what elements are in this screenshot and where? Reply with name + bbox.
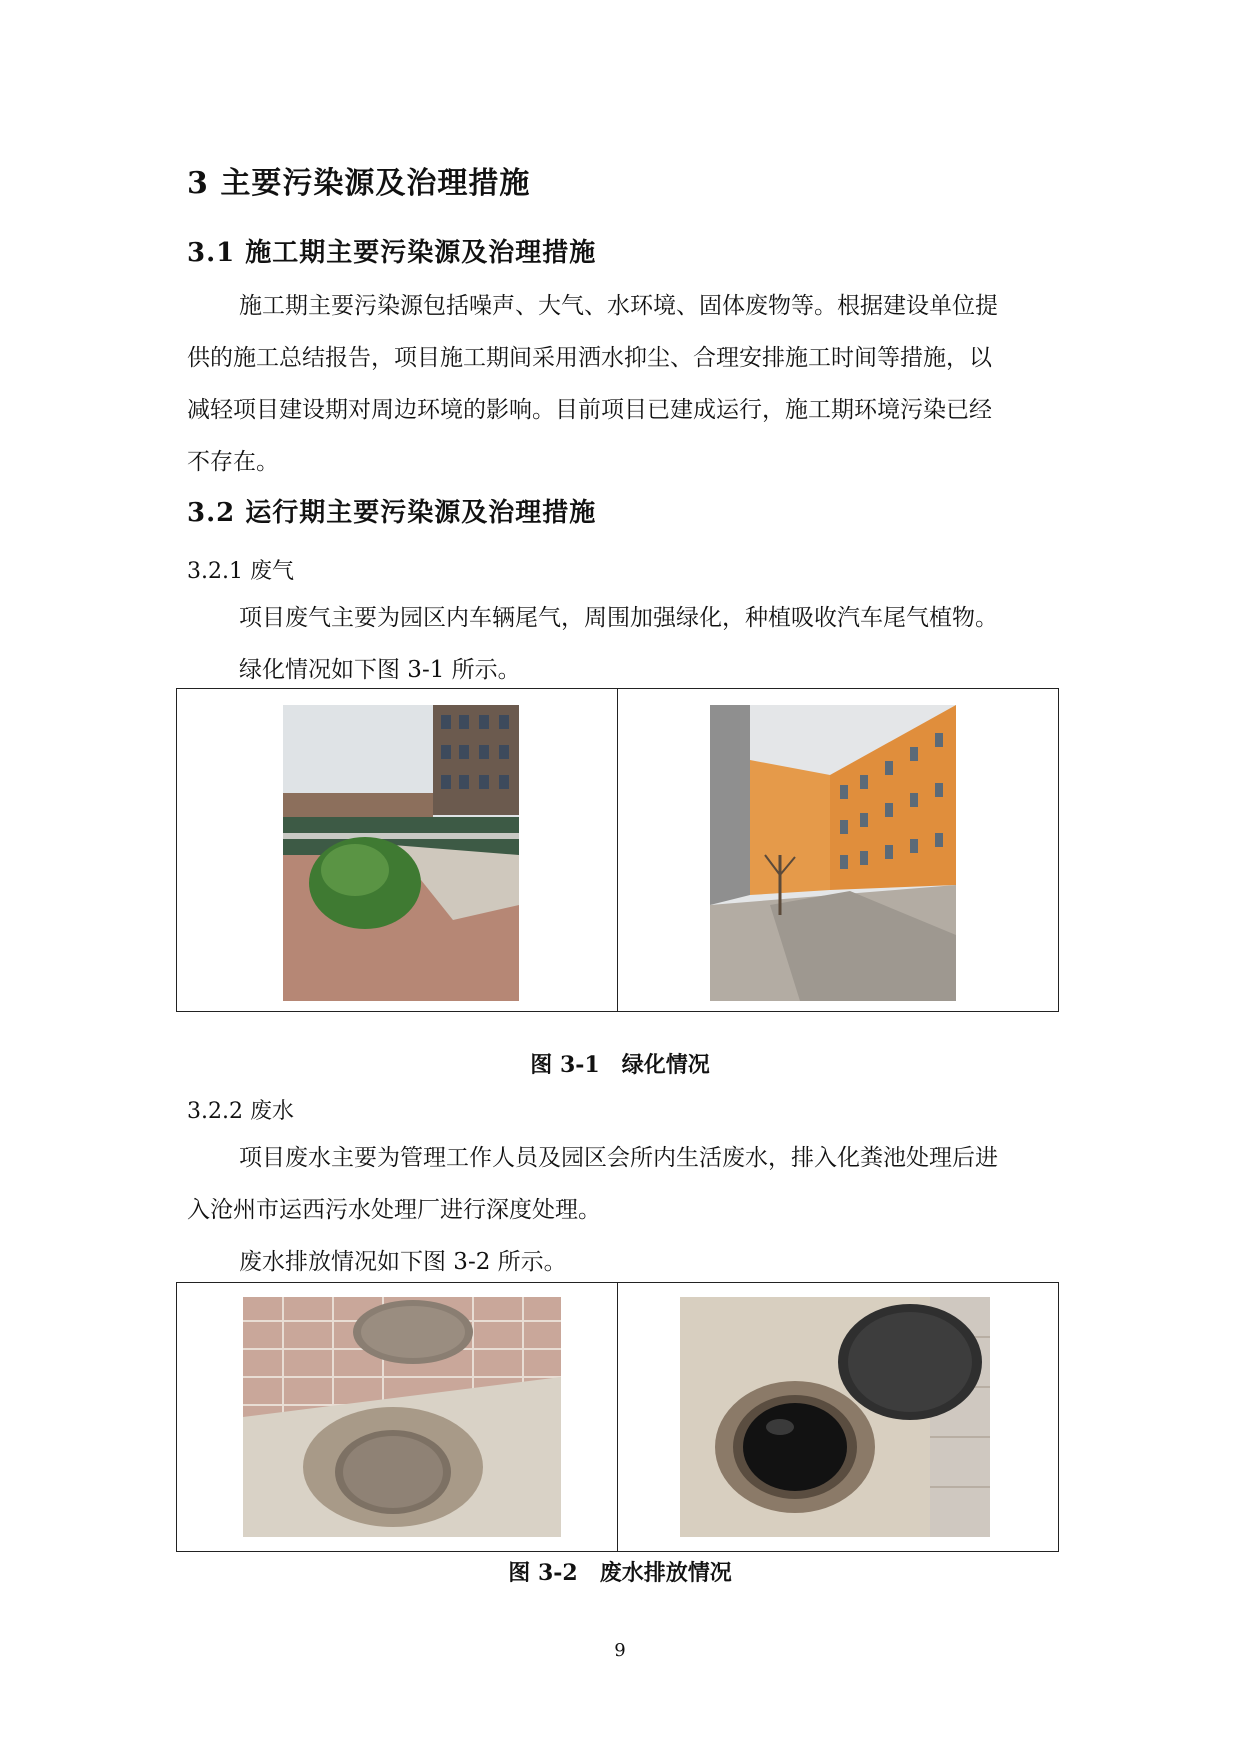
paragraph-line: 废水排放情况如下图 3-2 所示。 [239,1249,567,1275]
paragraph-line: 不存在。 [187,449,279,475]
paragraph-line: 施工期主要污染源包括噪声、大气、水环境、固体废物等。根据建设单位提 [239,293,998,319]
figure-3-2-caption: 图 3-2 废水排放情况 [508,1560,732,1586]
manhole-covers-photo [243,1297,561,1537]
paragraph-line: 项目废水主要为管理工作人员及园区会所内生活废水，排入化粪池处理后进 [239,1145,998,1171]
page-number: 9 [614,1640,626,1661]
courtyard-buildings-photo [710,705,956,1001]
figure-3-2-table [176,1282,1059,1552]
figure-cell [618,1283,1058,1551]
figure-3-1-table [176,688,1059,1012]
figure-cell [618,689,1058,1011]
paragraph-line: 项目废气主要为园区内车辆尾气，周围加强绿化，种植吸收汽车尾气植物。 [239,605,998,631]
heading-waste-water: 3.2.2 废水 [187,1099,294,1124]
open-manhole-photo [680,1297,990,1537]
paragraph-waste-gas [187,592,1057,696]
subsection-title-3-1: 3.1 施工期主要污染源及治理措施 [187,238,597,268]
figure-3-1-caption: 图 3-1 绿化情况 [530,1052,710,1078]
paragraph-line: 减轻项目建设期对周边环境的影响。目前项目已建成运行，施工期环境污染已经 [187,397,992,423]
paragraph-line: 供的施工总结报告，项目施工期间采用洒水抑尘、合理安排施工时间等措施，以 [187,345,992,371]
paragraph-waste-water [187,1132,1057,1288]
paragraph-line: 入沧州市运西污水处理厂进行深度处理。 [187,1197,601,1223]
greenery-pond-photo [283,705,519,1001]
paragraph-line: 绿化情况如下图 3-1 所示。 [239,657,521,683]
figure-cell [177,1283,618,1551]
subsection-title-3-2: 3.2 运行期主要污染源及治理措施 [187,498,597,528]
paragraph-construction [187,280,1057,488]
section-title: 3 主要污染源及治理措施 [187,166,531,201]
heading-waste-gas: 3.2.1 废气 [187,559,294,584]
figure-cell [177,689,618,1011]
